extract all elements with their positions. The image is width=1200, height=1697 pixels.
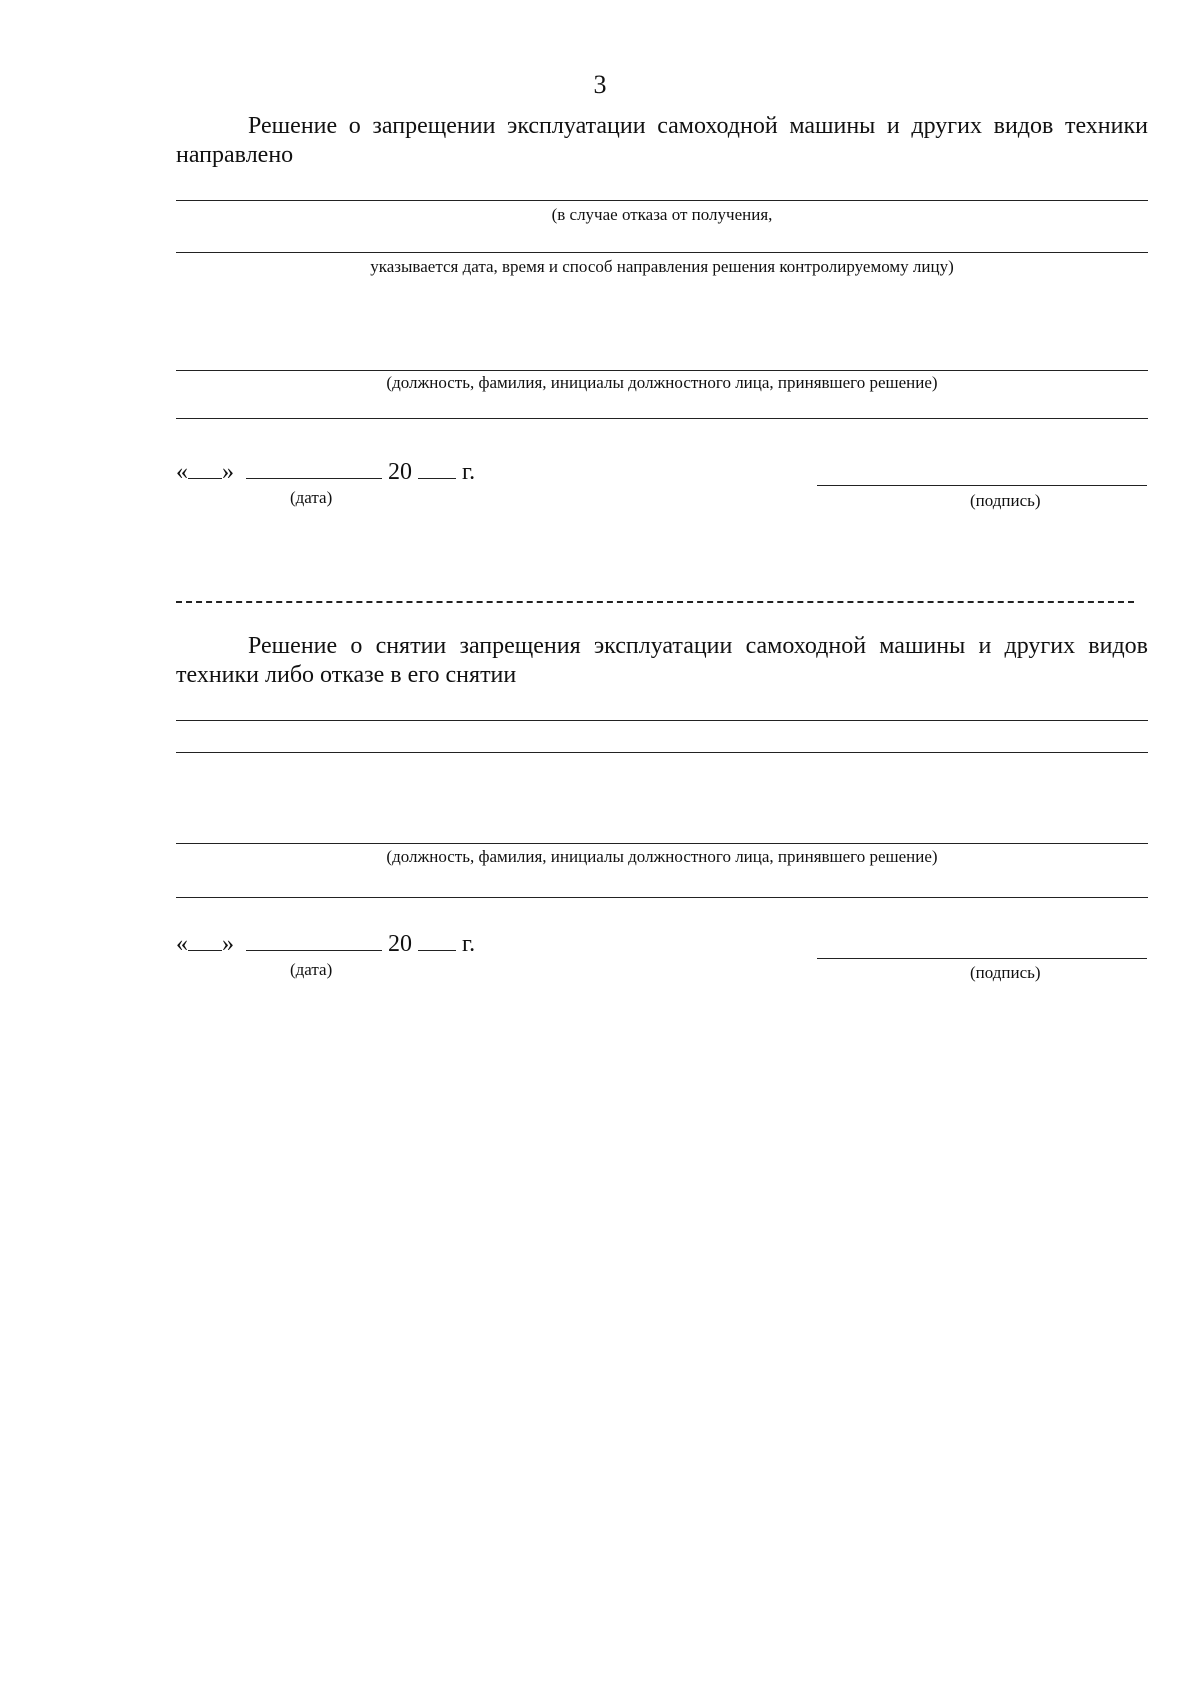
- section1-caption-method: указывается дата, время и способ направления решения контролируемому лицу): [370, 257, 954, 276]
- section2-signature-caption: (подпись): [970, 963, 1041, 982]
- section2-year-prefix: 20: [388, 931, 412, 957]
- section1-official-line-2: [176, 418, 1148, 419]
- section1-year-blank: [418, 458, 456, 479]
- section2-date-open-quote: «: [176, 931, 188, 957]
- section2-blank-line-2: [176, 752, 1148, 753]
- section2-official-line: [176, 843, 1148, 844]
- section2-official-line-2: [176, 897, 1148, 898]
- section2-caption-official: (должность, фамилия, инициалы должностного лица, принявшего решение): [386, 847, 938, 866]
- section2-signature-line: [817, 958, 1147, 959]
- section2-month-blank: [246, 930, 382, 951]
- section1-blank-line-2: [176, 252, 1148, 253]
- section1-year-suffix: г.: [462, 459, 476, 485]
- section2-day-blank: [188, 930, 222, 951]
- section1-date-caption: (дата): [290, 488, 333, 507]
- section1-blank-line-1: [176, 200, 1148, 201]
- section1-day-blank: [188, 458, 222, 479]
- section2-date-close-quote: »: [222, 931, 234, 957]
- section1-text: Решение о запрещении эксплуатации самоходной машины и других видов техники направлено: [176, 113, 1148, 168]
- section2-date-caption: (дата): [290, 960, 333, 979]
- section1-signature-caption: (подпись): [970, 491, 1041, 510]
- section1-month-blank: [246, 458, 382, 479]
- section1-signature-line: [817, 485, 1147, 486]
- section1-date-row: [176, 458, 475, 486]
- section1-year-prefix: 20: [388, 459, 412, 485]
- section2-text: Решение о снятии запрещения эксплуатации самоходной машины и других видов техники либо отказе в его снятии: [176, 633, 1148, 688]
- section2-year-suffix: г.: [462, 931, 476, 957]
- section1-date-close-quote: »: [222, 459, 234, 485]
- section1-date-open-quote: «: [176, 459, 188, 485]
- section1-caption-refusal: (в случае отказа от получения,: [551, 205, 773, 224]
- section2-date-row: [176, 930, 475, 958]
- page-number: 3: [593, 70, 607, 99]
- section1-caption-official: (должность, фамилия, инициалы должностного лица, принявшего решение): [386, 373, 938, 392]
- section-divider-dashed: [176, 601, 1134, 603]
- section1-official-line: [176, 370, 1148, 371]
- section2-blank-line-1: [176, 720, 1148, 721]
- section2-year-blank: [418, 930, 456, 951]
